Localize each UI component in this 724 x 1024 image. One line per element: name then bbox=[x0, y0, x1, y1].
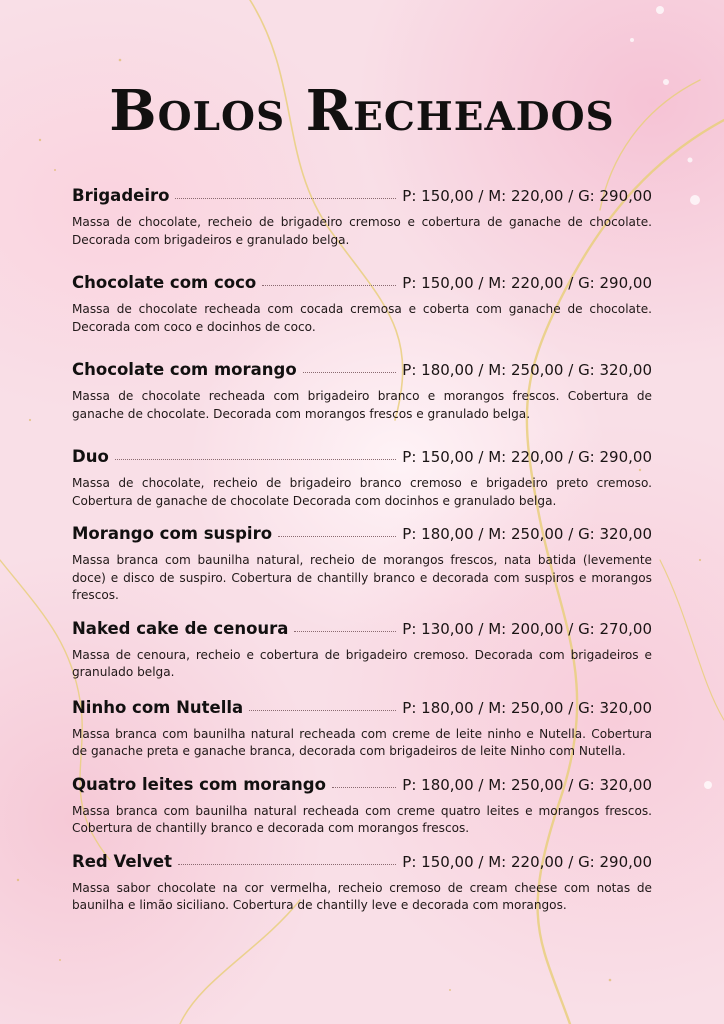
item-price: P: 180,00 / M: 250,00 / G: 320,00 bbox=[402, 698, 652, 717]
item-price: P: 180,00 / M: 250,00 / G: 320,00 bbox=[402, 775, 652, 794]
item-description: Massa branca com baunilha natural recheada com creme de leite ninho e Nutella. Cobertura de ganache preta e ganache branca, decorada com brigadeiros de leite Ninho com Nutella. bbox=[72, 726, 652, 758]
menu-item-chocolate-com-coco bbox=[72, 273, 652, 336]
item-price: P: 180,00 / M: 250,00 / G: 320,00 bbox=[402, 525, 652, 543]
item-name: Duo bbox=[72, 447, 109, 466]
item-description: Massa de chocolate, recheio de brigadeiro branco cremoso e brigadeiro preto cremoso. Cobertura de ganache de chocolate Decorada com docinhos e granulado belga. bbox=[72, 476, 652, 508]
menu-item-red-velvet bbox=[72, 852, 652, 915]
item-price: P: 150,00 / M: 220,00 / G: 290,00 bbox=[402, 852, 652, 871]
dot-leader bbox=[262, 285, 396, 286]
item-name: Quatro leites com morango bbox=[72, 774, 326, 794]
page-title: Bolos Recheados bbox=[109, 78, 615, 144]
menu-item-naked-cake-de-cenoura bbox=[72, 619, 652, 682]
item-description: Massa branca com baunilha natural, recheio de morangos frescos, nata batida (levemente doce) e disco de suspiro. Cobertura de chantilly branco e decorada com suspiros e morangos frescos. bbox=[72, 553, 652, 602]
menu-item-chocolate-com-morango bbox=[72, 360, 652, 423]
item-description: Massa de chocolate recheada com cocada cremosa e coberta com ganache de chocolate. Decorada com coco e docinhos de coco. bbox=[72, 302, 652, 334]
dot-leader bbox=[303, 372, 397, 373]
dot-leader bbox=[294, 631, 396, 632]
dot-leader bbox=[278, 536, 396, 537]
item-name: Chocolate com morango bbox=[72, 360, 297, 379]
item-price: P: 150,00 / M: 220,00 / G: 290,00 bbox=[402, 274, 652, 292]
item-name: Red Velvet bbox=[72, 851, 172, 871]
item-price: P: 150,00 / M: 220,00 / G: 290,00 bbox=[402, 187, 652, 205]
dot-leader bbox=[249, 710, 396, 711]
item-name: Brigadeiro bbox=[72, 186, 170, 205]
item-name: Naked cake de cenoura bbox=[72, 618, 289, 638]
dot-leader bbox=[175, 198, 396, 199]
menu-item-ninho-com-nutella bbox=[72, 698, 652, 761]
item-description: Massa de chocolate recheada com brigadeiro branco e morangos frescos. Cobertura de ganache de chocolate. Decorada com morangos frescos e granulado belga. bbox=[72, 389, 652, 421]
item-description: Massa de cenoura, recheio e cobertura de brigadeiro cremoso. Decorada com brigadeiros e granulado belga. bbox=[72, 647, 652, 679]
menu-item-brigadeiro bbox=[72, 186, 652, 249]
item-description: Massa branca com baunilha natural recheada com creme quatro leites e morangos frescos. Cobertura de chantilly branco e decorada com morangos frescos. bbox=[72, 803, 652, 835]
dot-leader bbox=[332, 787, 396, 788]
item-name: Ninho com Nutella bbox=[72, 697, 244, 717]
menu-item-duo bbox=[72, 447, 652, 510]
item-price: P: 180,00 / M: 250,00 / G: 320,00 bbox=[402, 361, 652, 379]
dot-leader bbox=[115, 459, 397, 460]
item-name: Morango com suspiro bbox=[72, 524, 273, 543]
item-name: Chocolate com coco bbox=[72, 273, 257, 292]
menu-list bbox=[72, 186, 652, 915]
dot-leader bbox=[178, 864, 396, 865]
menu-item-quatro-leites-com-morango bbox=[72, 775, 652, 838]
item-description: Massa sabor chocolate na cor vermelha, recheio cremoso de cream cheese com notas de baunilha e limão siciliano. Cobertura de chantilly leve e decorada com morangos. bbox=[72, 880, 652, 912]
item-price: P: 150,00 / M: 220,00 / G: 290,00 bbox=[402, 448, 652, 466]
item-description: Massa de chocolate, recheio de brigadeiro cremoso e cobertura de ganache de chocolate. Decorada com brigadeiros e granulado belga. bbox=[72, 215, 652, 247]
menu-item-morango-com-suspiro bbox=[72, 524, 652, 605]
item-price: P: 130,00 / M: 200,00 / G: 270,00 bbox=[402, 619, 652, 638]
